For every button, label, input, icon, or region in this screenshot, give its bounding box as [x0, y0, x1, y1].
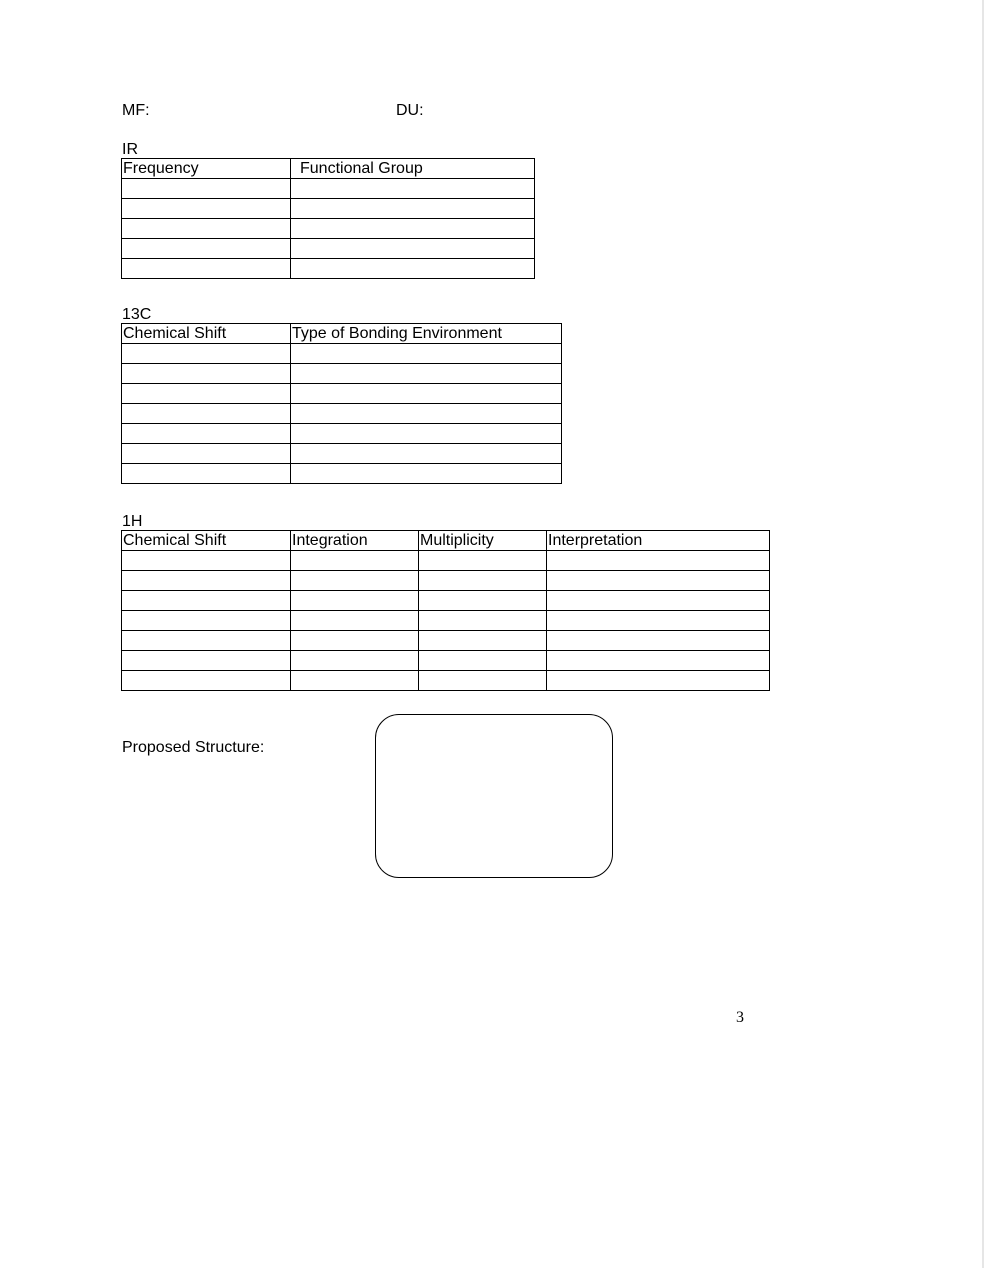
c13-cell[interactable]	[291, 444, 562, 464]
ir-table-row	[122, 239, 535, 259]
h1-cell[interactable]	[547, 551, 770, 571]
h1-cell[interactable]	[547, 611, 770, 631]
c13-cell[interactable]	[291, 364, 562, 384]
c13-cell[interactable]	[122, 364, 291, 384]
c13-cell[interactable]	[122, 424, 291, 444]
c13-cell[interactable]	[291, 424, 562, 444]
h1-table-row	[122, 551, 770, 571]
ir-table-row	[122, 259, 535, 279]
c13-cell[interactable]	[291, 404, 562, 424]
ir-table-row	[122, 199, 535, 219]
h1-cell[interactable]	[547, 591, 770, 611]
h1-table-row	[122, 591, 770, 611]
h1-table-row	[122, 571, 770, 591]
ir-cell[interactable]	[291, 259, 535, 279]
ir-cell[interactable]	[122, 259, 291, 279]
h1-cell[interactable]	[291, 611, 419, 631]
ir-table-row	[122, 219, 535, 239]
c13-table-row	[122, 464, 562, 484]
h1-cell[interactable]	[291, 671, 419, 691]
ir-cell[interactable]	[291, 199, 535, 219]
h1-cell[interactable]	[291, 631, 419, 651]
h1-cell[interactable]	[122, 551, 291, 571]
c13-table-row	[122, 384, 562, 404]
c13-table-row	[122, 444, 562, 464]
c13-col-bonding-environment: Type of Bonding Environment	[291, 324, 562, 344]
h1-col-multiplicity: Multiplicity	[419, 531, 547, 551]
h1-cell[interactable]	[291, 651, 419, 671]
ir-section-title: IR	[122, 141, 138, 158]
ir-cell[interactable]	[291, 239, 535, 259]
ir-cell[interactable]	[122, 219, 291, 239]
proposed-structure-label: Proposed Structure:	[122, 739, 265, 756]
c13-cell[interactable]	[122, 404, 291, 424]
c13-table-row	[122, 404, 562, 424]
ir-table-row	[122, 179, 535, 199]
h1-table-row	[122, 651, 770, 671]
h1-section-title: 1H	[122, 513, 143, 530]
c13-table-row	[122, 424, 562, 444]
h1-cell[interactable]	[547, 651, 770, 671]
h1-cell[interactable]	[291, 591, 419, 611]
ir-cell[interactable]	[122, 239, 291, 259]
h1-cell[interactable]	[419, 671, 547, 691]
c13-table-row	[122, 364, 562, 384]
h1-cell[interactable]	[291, 551, 419, 571]
h1-table-row	[122, 671, 770, 691]
h1-cell[interactable]	[547, 631, 770, 651]
proposed-structure-box[interactable]	[375, 714, 613, 878]
h1-table	[121, 530, 770, 691]
ir-header-row	[122, 159, 535, 179]
h1-table-row	[122, 631, 770, 651]
c13-section-title: 13C	[122, 306, 152, 323]
c13-cell[interactable]	[122, 384, 291, 404]
h1-cell[interactable]	[419, 551, 547, 571]
h1-cell[interactable]	[122, 611, 291, 631]
h1-cell[interactable]	[419, 591, 547, 611]
c13-cell[interactable]	[291, 384, 562, 404]
ir-table	[121, 158, 535, 279]
h1-cell[interactable]	[547, 571, 770, 591]
c13-cell[interactable]	[122, 444, 291, 464]
ir-cell[interactable]	[122, 199, 291, 219]
ir-cell[interactable]	[122, 179, 291, 199]
mf-label: MF:	[122, 102, 150, 119]
h1-cell[interactable]	[547, 671, 770, 691]
c13-col-chemical-shift: Chemical Shift	[122, 324, 291, 344]
c13-header-row	[122, 324, 562, 344]
h1-header-row	[122, 531, 770, 551]
h1-cell[interactable]	[122, 651, 291, 671]
h1-col-interpretation: Interpretation	[547, 531, 770, 551]
h1-col-integration: Integration	[291, 531, 419, 551]
c13-table-row	[122, 344, 562, 364]
c13-table	[121, 323, 562, 484]
c13-cell[interactable]	[122, 464, 291, 484]
h1-cell[interactable]	[291, 571, 419, 591]
h1-cell[interactable]	[419, 571, 547, 591]
h1-cell[interactable]	[122, 671, 291, 691]
h1-cell[interactable]	[122, 571, 291, 591]
ir-cell[interactable]	[291, 219, 535, 239]
h1-cell[interactable]	[122, 631, 291, 651]
h1-cell[interactable]	[122, 591, 291, 611]
h1-col-chemical-shift: Chemical Shift	[122, 531, 291, 551]
h1-cell[interactable]	[419, 631, 547, 651]
ir-col-functional-group: Functional Group	[291, 159, 535, 179]
ir-col-frequency: Frequency	[122, 159, 291, 179]
h1-cell[interactable]	[419, 611, 547, 631]
c13-cell[interactable]	[122, 344, 291, 364]
page-number: 3	[736, 1009, 744, 1026]
c13-cell[interactable]	[291, 464, 562, 484]
c13-cell[interactable]	[291, 344, 562, 364]
ir-cell[interactable]	[291, 179, 535, 199]
du-label: DU:	[396, 102, 424, 119]
h1-table-row	[122, 611, 770, 631]
h1-cell[interactable]	[419, 651, 547, 671]
